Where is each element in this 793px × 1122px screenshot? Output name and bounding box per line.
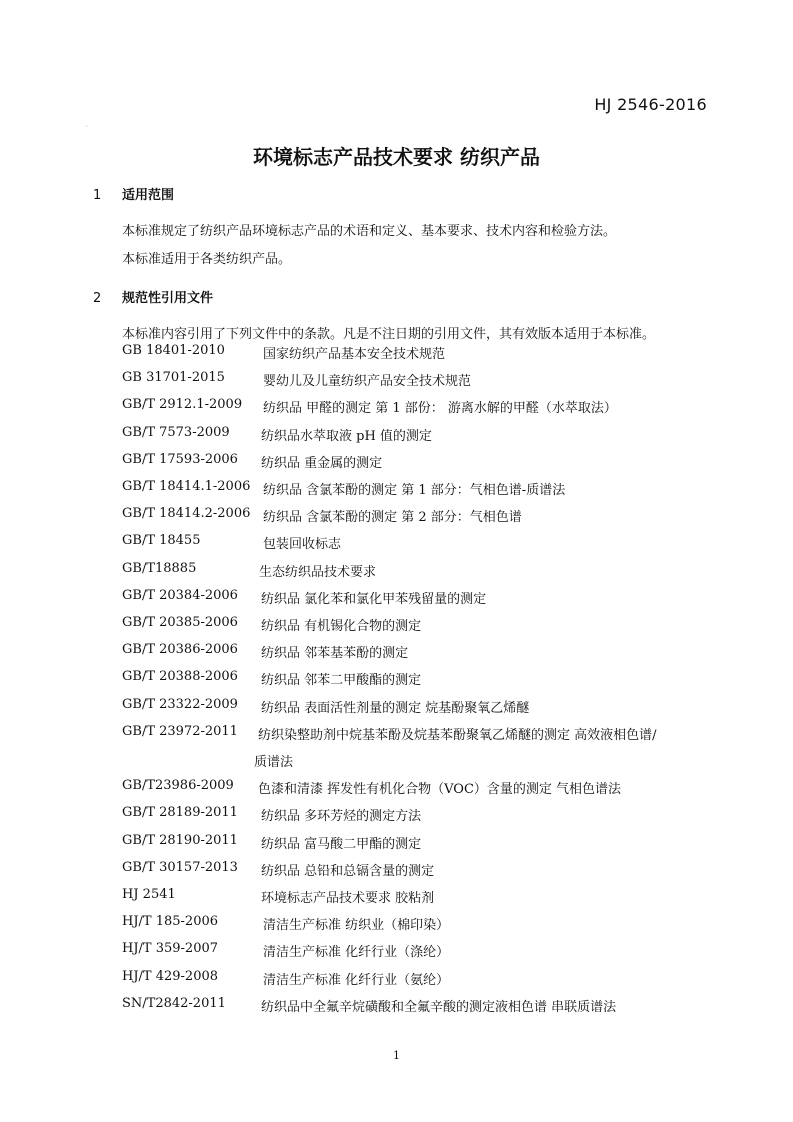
section-heading-normative-references: [93, 287, 213, 306]
reference-title: 生态纺织品技术要求: [259, 564, 377, 580]
section-number: 2: [93, 291, 102, 306]
reference-code: GB/T 30157-2013: [122, 859, 238, 875]
reference-code: SN/T2842-2011: [122, 995, 226, 1011]
reference-code: GB/T 23322-2009: [122, 696, 238, 712]
section-heading-scope: [93, 184, 174, 203]
reference-title: 纺织品 表面活性剂量的测定 烷基酚聚氧乙烯醚: [261, 700, 530, 716]
reference-code: HJ/T 359-2007: [122, 941, 219, 957]
reference-code: HJ/T 429-2008: [122, 968, 219, 984]
reference-code: GB/T 20385-2006: [122, 615, 238, 630]
reference-code: GB/T 18414.2-2006: [122, 506, 251, 522]
reference-code: HJ 2541: [122, 887, 176, 902]
document-title: 环境标志产品技术要求 纺织产品: [253, 145, 540, 169]
reference-code: GB/T 28190-2011: [122, 832, 238, 848]
reference-code: GB/T23986-2009: [122, 778, 234, 794]
reference-code: GB/T 2912.1-2009: [122, 397, 243, 413]
reference-title: 清洁生产标准 化纤行业（涤纶）: [263, 945, 450, 961]
reference-title: 国家纺织产品基本安全技术规范: [263, 347, 446, 362]
reference-title: 纺织品 氯化苯和氯化甲苯残留量的测定: [261, 591, 487, 607]
section-title: 规范性引用文件: [122, 291, 214, 306]
reference-code: GB/T 18455: [122, 533, 201, 549]
reference-title: 清洁生产标准 化纤行业（氨纶）: [263, 972, 450, 988]
reference-title: 纺织品水萃取液 pH 值的测定: [261, 428, 432, 444]
reference-title: 纺织品 重金属的测定: [261, 455, 383, 471]
small-mark: ·: [86, 124, 88, 130]
reference-title: 纺织品 有机锡化合物的测定: [261, 619, 422, 634]
reference-title: 环境标志产品技术要求 胶粘剂: [261, 891, 435, 906]
reference-title: 纺织品 含氯苯酚的测定 第 1 部分：气相色谱-质谱法: [263, 483, 566, 498]
reference-code: HJ/T 185-2006: [122, 914, 219, 930]
reference-title: 纺织品 多环芳烃的测定方法: [261, 809, 422, 825]
reference-code: GB/T 23972-2011: [122, 723, 238, 739]
reference-title-continuation-text: 质谱法: [254, 755, 294, 770]
reference-title: 纺织品 邻苯基苯酚的测定: [261, 646, 409, 662]
reference-code: GB/T 17593-2006: [122, 451, 238, 467]
reference-title: 清洁生产标准 纺织业（棉印染）: [263, 918, 450, 934]
references-intro: 本标准内容引用了下列文件中的条款。凡是不注日期的引用文件，其有效版本适用于本标准。: [122, 327, 656, 342]
section-title: 适用范围: [122, 188, 175, 203]
page-number: 1: [393, 1049, 400, 1062]
reference-title: 纺织染整助剂中烷基苯酚及烷基苯酚聚氧乙烯醚的测定 高效液相色谱/: [258, 727, 657, 743]
reference-title: 纺织品 总铅和总镉含量的测定: [261, 863, 435, 879]
reference-code: GB/T18885: [122, 560, 197, 576]
reference-title: 婴幼儿及儿童纺织产品安全技术规范: [263, 374, 472, 390]
reference-title: 色漆和清漆 挥发性有机化合物（VOC）含量的测定 气相色谱法: [258, 782, 622, 798]
reference-code: GB 31701-2015: [122, 370, 225, 386]
reference-code: GB/T 18414.1-2006: [122, 479, 251, 494]
scope-paragraph: 本标准规定了纺织产品环境标志产品的术语和定义、基本要求、技术内容和检验方法。: [122, 224, 617, 239]
reference-title: 纺织品 甲醛的测定 第 1 部份： 游离水解的甲醛（水萃取法）: [263, 401, 617, 417]
reference-code: GB/T 20388-2006: [122, 669, 238, 685]
standard-code: HJ 2546-2016: [594, 95, 707, 114]
reference-code: GB/T 20386-2006: [122, 642, 238, 658]
section-number: 1: [93, 188, 102, 203]
reference-title: 纺织品 含氯苯酚的测定 第 2 部分：气相色谱: [263, 510, 522, 526]
reference-code: GB 18401-2010: [122, 343, 225, 358]
reference-title: 包装回收标志: [263, 537, 342, 553]
reference-title: 纺织品中全氟辛烷磺酸和全氟辛酸的测定液相色谱 串联质谱法: [261, 999, 617, 1015]
reference-code: GB/T 20384-2006: [122, 587, 238, 603]
scope-paragraph: 本标准适用于各类纺织产品。: [122, 252, 292, 267]
reference-code: GB/T 28189-2011: [122, 805, 238, 821]
reference-title: 纺织品 邻苯二甲酸酯的测定: [261, 673, 422, 689]
reference-title: 纺织品 富马酸二甲酯的测定: [261, 836, 422, 852]
reference-code: GB/T 7573-2009: [122, 424, 230, 440]
